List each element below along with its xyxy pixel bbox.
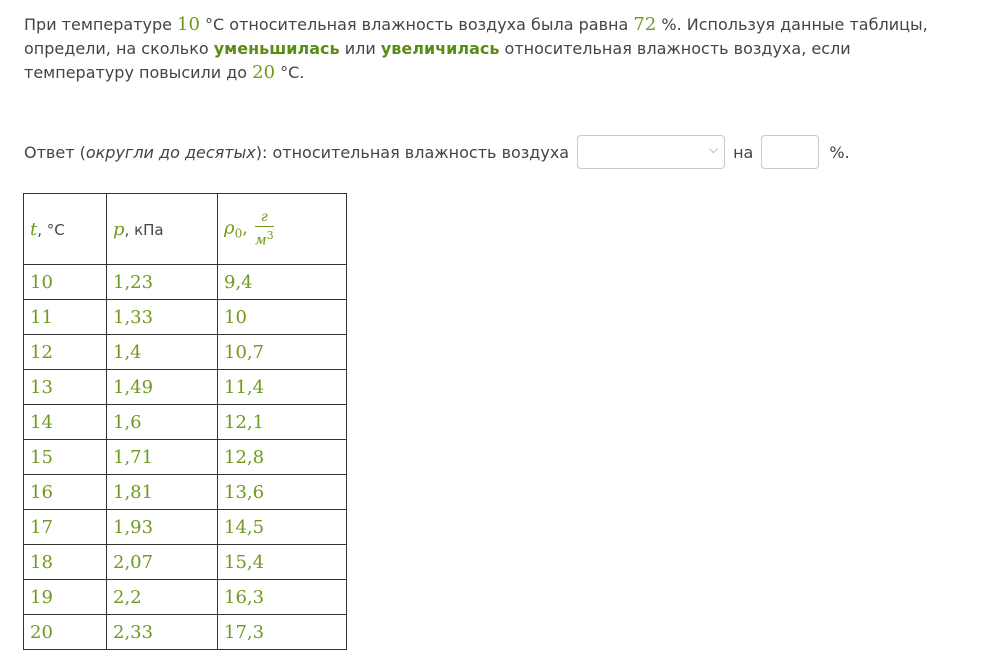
task-text (24, 13, 959, 85)
cell-temperature: 20 (24, 615, 107, 650)
cell-density: 11,4 (218, 370, 347, 405)
table-row (24, 545, 347, 580)
cell-pressure: 1,81 (107, 475, 218, 510)
cell-temperature: 13 (24, 370, 107, 405)
task-part: При температуре (24, 15, 178, 34)
cell-density: 12,8 (218, 440, 347, 475)
cell-density: 9,4 (218, 265, 347, 300)
task-part: °С. (275, 63, 305, 82)
cell-pressure: 1,6 (107, 405, 218, 440)
cell-density: 10 (218, 300, 347, 335)
task-part: или (339, 39, 381, 58)
initial-humidity: 72 (633, 14, 657, 35)
density-unit-fraction: $\frac{г}{м^3}$ (254, 209, 274, 249)
table-header-row (24, 194, 347, 265)
table-row (24, 615, 347, 650)
cell-temperature: 11 (24, 300, 107, 335)
cell-density: 15,4 (218, 545, 347, 580)
cell-pressure: 2,33 (107, 615, 218, 650)
cell-temperature: 16 (24, 475, 107, 510)
table-row (24, 405, 347, 440)
table-row (24, 335, 347, 370)
table-row (24, 510, 347, 545)
answer-label: ): относительная влажность воздуха (255, 142, 570, 162)
cell-pressure: 1,71 (107, 440, 218, 475)
task-part: %. Используя данные таблицы, определи, на сколько (24, 15, 928, 58)
cell-density: 13,6 (218, 475, 347, 510)
cell-density: 10,7 (218, 335, 347, 370)
cell-temperature: 18 (24, 545, 107, 580)
cell-temperature: 10 (24, 265, 107, 300)
cell-temperature: 14 (24, 405, 107, 440)
table-row (24, 475, 347, 510)
table-row (24, 370, 347, 405)
header-density: $\rho_0$, $\frac{г}{м^3}$ (218, 194, 347, 265)
data-table (23, 193, 347, 650)
option-decreased: уменьшилась (213, 39, 340, 58)
cell-temperature: 12 (24, 335, 107, 370)
answer-na-label: на (733, 142, 754, 162)
final-temperature: 20 (252, 62, 276, 83)
humidity-change-input[interactable] (761, 135, 819, 169)
table-row (24, 580, 347, 615)
cell-density: 12,1 (218, 405, 347, 440)
percent-label: %. (829, 142, 850, 162)
table-row (24, 440, 347, 475)
cell-density: 17,3 (218, 615, 347, 650)
answer-row (24, 134, 850, 170)
option-increased: увеличилась (380, 39, 500, 58)
table-row (24, 265, 347, 300)
cell-pressure: 1,49 (107, 370, 218, 405)
table-row (24, 300, 347, 335)
cell-temperature: 15 (24, 440, 107, 475)
cell-pressure: 2,07 (107, 545, 218, 580)
cell-density: 14,5 (218, 510, 347, 545)
answer-prefix: Ответ ( (24, 142, 86, 162)
chevron-down-icon: ⌵ (708, 142, 719, 156)
cell-pressure: 1,33 (107, 300, 218, 335)
cell-temperature: 19 (24, 580, 107, 615)
answer-rounding-hint: округли до десятых (85, 142, 256, 162)
cell-pressure: 1,93 (107, 510, 218, 545)
change-direction-select[interactable] (577, 135, 725, 169)
cell-density: 16,3 (218, 580, 347, 615)
cell-pressure: 1,23 (107, 265, 218, 300)
initial-temperature: 10 (177, 14, 200, 35)
header-temperature: t, °С (24, 194, 107, 265)
cell-pressure: 1,4 (107, 335, 218, 370)
header-pressure: p, кПа (107, 194, 218, 265)
cell-temperature: 17 (24, 510, 107, 545)
cell-pressure: 2,2 (107, 580, 218, 615)
task-part: относительная влажность воздуха, если температуру повысили до (24, 39, 851, 82)
task-part: °С относительная влажность воздуха была равна (199, 15, 634, 34)
